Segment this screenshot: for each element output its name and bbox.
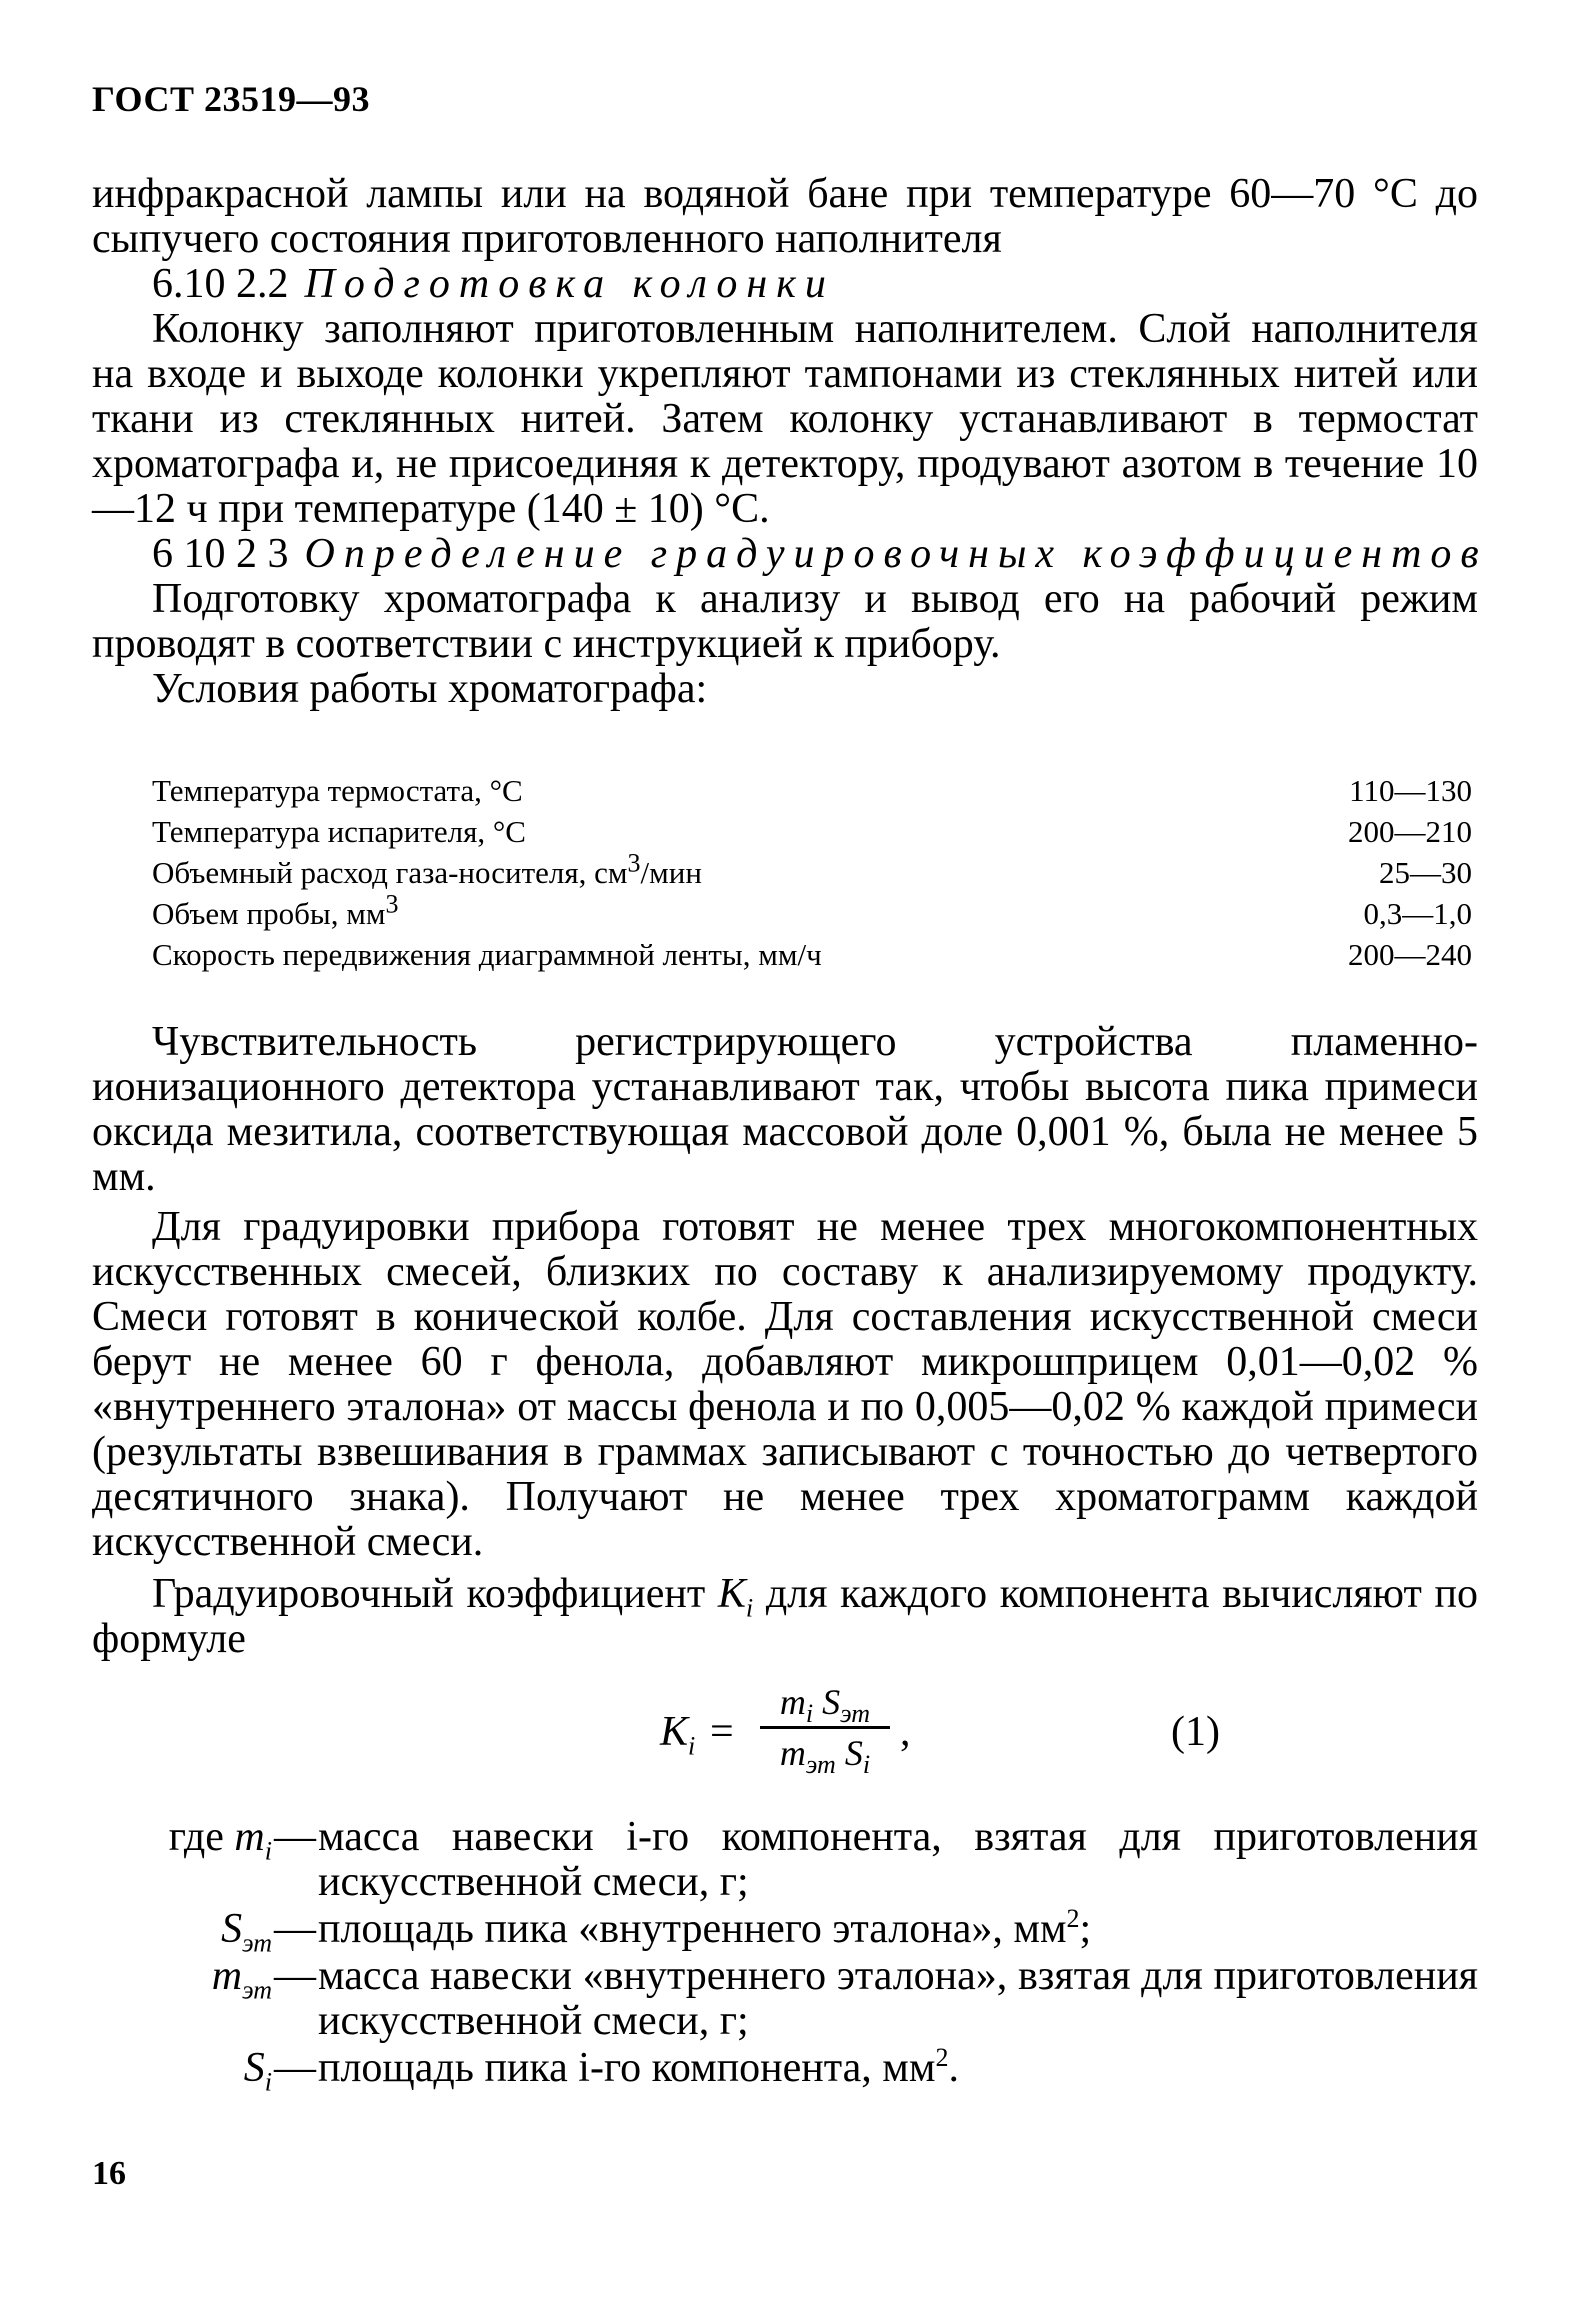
condition-value: 200—240 xyxy=(1348,936,1472,972)
paragraph-conditions-intro: Условия работы хроматографа: xyxy=(152,666,708,712)
section-title: Подготовка колонки xyxy=(304,261,835,307)
paragraph-coefficient-intro: Градуировочный коэффициент $K_i$ для каждого компонента вычисляют по формуле xyxy=(92,1571,1479,1662)
formula-fraction xyxy=(760,1680,890,1780)
conditions-table xyxy=(152,770,1472,975)
legend-description: площадь пика i-го компонента, $мм^2$. xyxy=(318,2043,959,2091)
section-heading-calibration xyxy=(152,532,1488,577)
paragraph-lamp-drying: инфракрасной лампы или на водяной бане при температуре 60—70 °С до сыпучего состояния приготовленного наполнителя xyxy=(92,171,1478,262)
legend-symbol: $m_{эт}$ xyxy=(211,1953,272,2005)
condition-label: Объем пробы, $мм^3$ xyxy=(152,889,399,931)
paragraph-chromatograph-prep: Подготовку хроматографа к анализу и вывод его на рабочий режим проводят в соответствии с инструкцией к прибору. xyxy=(92,576,1478,667)
condition-value: 25—30 xyxy=(1379,854,1472,890)
condition-label: Температура испарителя, °С xyxy=(152,813,526,849)
formula-comma: , xyxy=(900,1709,911,1755)
condition-value: 110—130 xyxy=(1349,772,1472,808)
table-row xyxy=(152,811,1472,852)
paragraph-sensitivity: Чувствительность регистрирующего устройства пламенно-ионизационного детектора устанавливают так, чтобы высота пика примеси оксида мезитила, соответствующая массовой доле 0,001 %, была не менее 5 мм. xyxy=(92,1019,1478,1200)
legend-description: площадь пика «внутреннего эталона», $мм^2$; xyxy=(318,1904,1092,1952)
legend-symbol: $S_{эт}$ xyxy=(221,1906,272,1958)
condition-label: Скорость передвижения диаграммной ленты, мм/ч xyxy=(152,936,822,972)
legend-description: масса навески «внутреннего эталона», взятая для приготовления искусственной смеси, г; xyxy=(318,1953,1478,2044)
formula-lhs: $K_i$ xyxy=(660,1709,696,1761)
paragraph-column-fill: Колонку заполняют приготовленным наполнителем. Слой наполнителя на входе и выходе колонки укрепляют тампонами из стеклянных нитей или ткани из стеклянных нитей. Затем колонку устанавливают в термостат хроматографа и, не присоединяя к детектору, продувают азотом в течение 10—12 ч при температуре (140 ± 10) °С. xyxy=(92,306,1478,532)
legend-symbol: где $m_i$ xyxy=(168,1814,272,1866)
legend-item: где $m_i$ — масса навески i-го компонента, взятая для приготовления искусственной смеси, г; xyxy=(92,1815,1478,1905)
table-row xyxy=(152,852,1472,893)
legend-description: масса навески i-го компонента, взятая для приготовления искусственной смеси, г; xyxy=(318,1814,1478,1905)
condition-value: 0,3—1,0 xyxy=(1363,895,1472,931)
legend-item: $S_{эт}$ — площадь пика «внутреннего эталона», $мм^2$; xyxy=(92,1907,1478,1952)
table-row xyxy=(152,893,1472,934)
condition-value: 200—210 xyxy=(1348,813,1472,849)
formula-denominator: $m_{эт}$ $S_i$ xyxy=(779,1733,871,1780)
page-number: 16 xyxy=(92,2155,126,2192)
condition-label: Температура термостата, °С xyxy=(152,772,523,808)
formula-number: (1) xyxy=(1171,1709,1220,1755)
condition-label: Объемный расход газа-носителя, $см^3$/мин xyxy=(152,848,702,890)
section-heading-column-prep xyxy=(152,262,835,307)
document-header: ГОСТ 23519—93 xyxy=(92,79,370,119)
paragraph-calibration-mixtures: Для градуировки прибора готовят не менее трех многокомпонентных искусственных смесей, близких по составу к анализируемому продукту. Смеси готовят в конической колбе. Для составления искусственной смеси берут не менее 60 г фенола, добавляют микрошприцем 0,01—0,02 % «внутреннего эталона» от массы фенола и по 0,005—0,02 % каждой примеси (результаты взвешивания в граммах записывают с точностью до четвертого десятичного знака). Получают не менее трех хроматограмм каждой искусственной смеси. xyxy=(92,1204,1478,1565)
section-number: 6 10 2 3 xyxy=(152,531,289,577)
coefficient-symbol: $K_i$ xyxy=(717,1571,754,1623)
legend-item: $S_i$ — площадь пика i-го компонента, $мм^2$. xyxy=(92,2046,1478,2091)
formula-equals: = xyxy=(710,1709,734,1755)
formula-1 xyxy=(660,1680,1220,1790)
formula-legend xyxy=(92,1814,1478,2097)
table-row xyxy=(152,770,1472,811)
section-number: 6.10 2.2 xyxy=(152,261,289,307)
formula-numerator: $m_i$ $S_{эт}$ xyxy=(779,1682,871,1729)
section-title: Определение градуировочных коэффициентов xyxy=(304,531,1488,577)
legend-symbol: $S_i$ xyxy=(243,2045,272,2097)
legend-item: $m_{эт}$ — масса навески «внутреннего эталона», взятая для приготовления искусственной смеси, г; xyxy=(92,1954,1478,2044)
fraction-bar xyxy=(760,1726,890,1729)
table-row xyxy=(152,934,1472,975)
